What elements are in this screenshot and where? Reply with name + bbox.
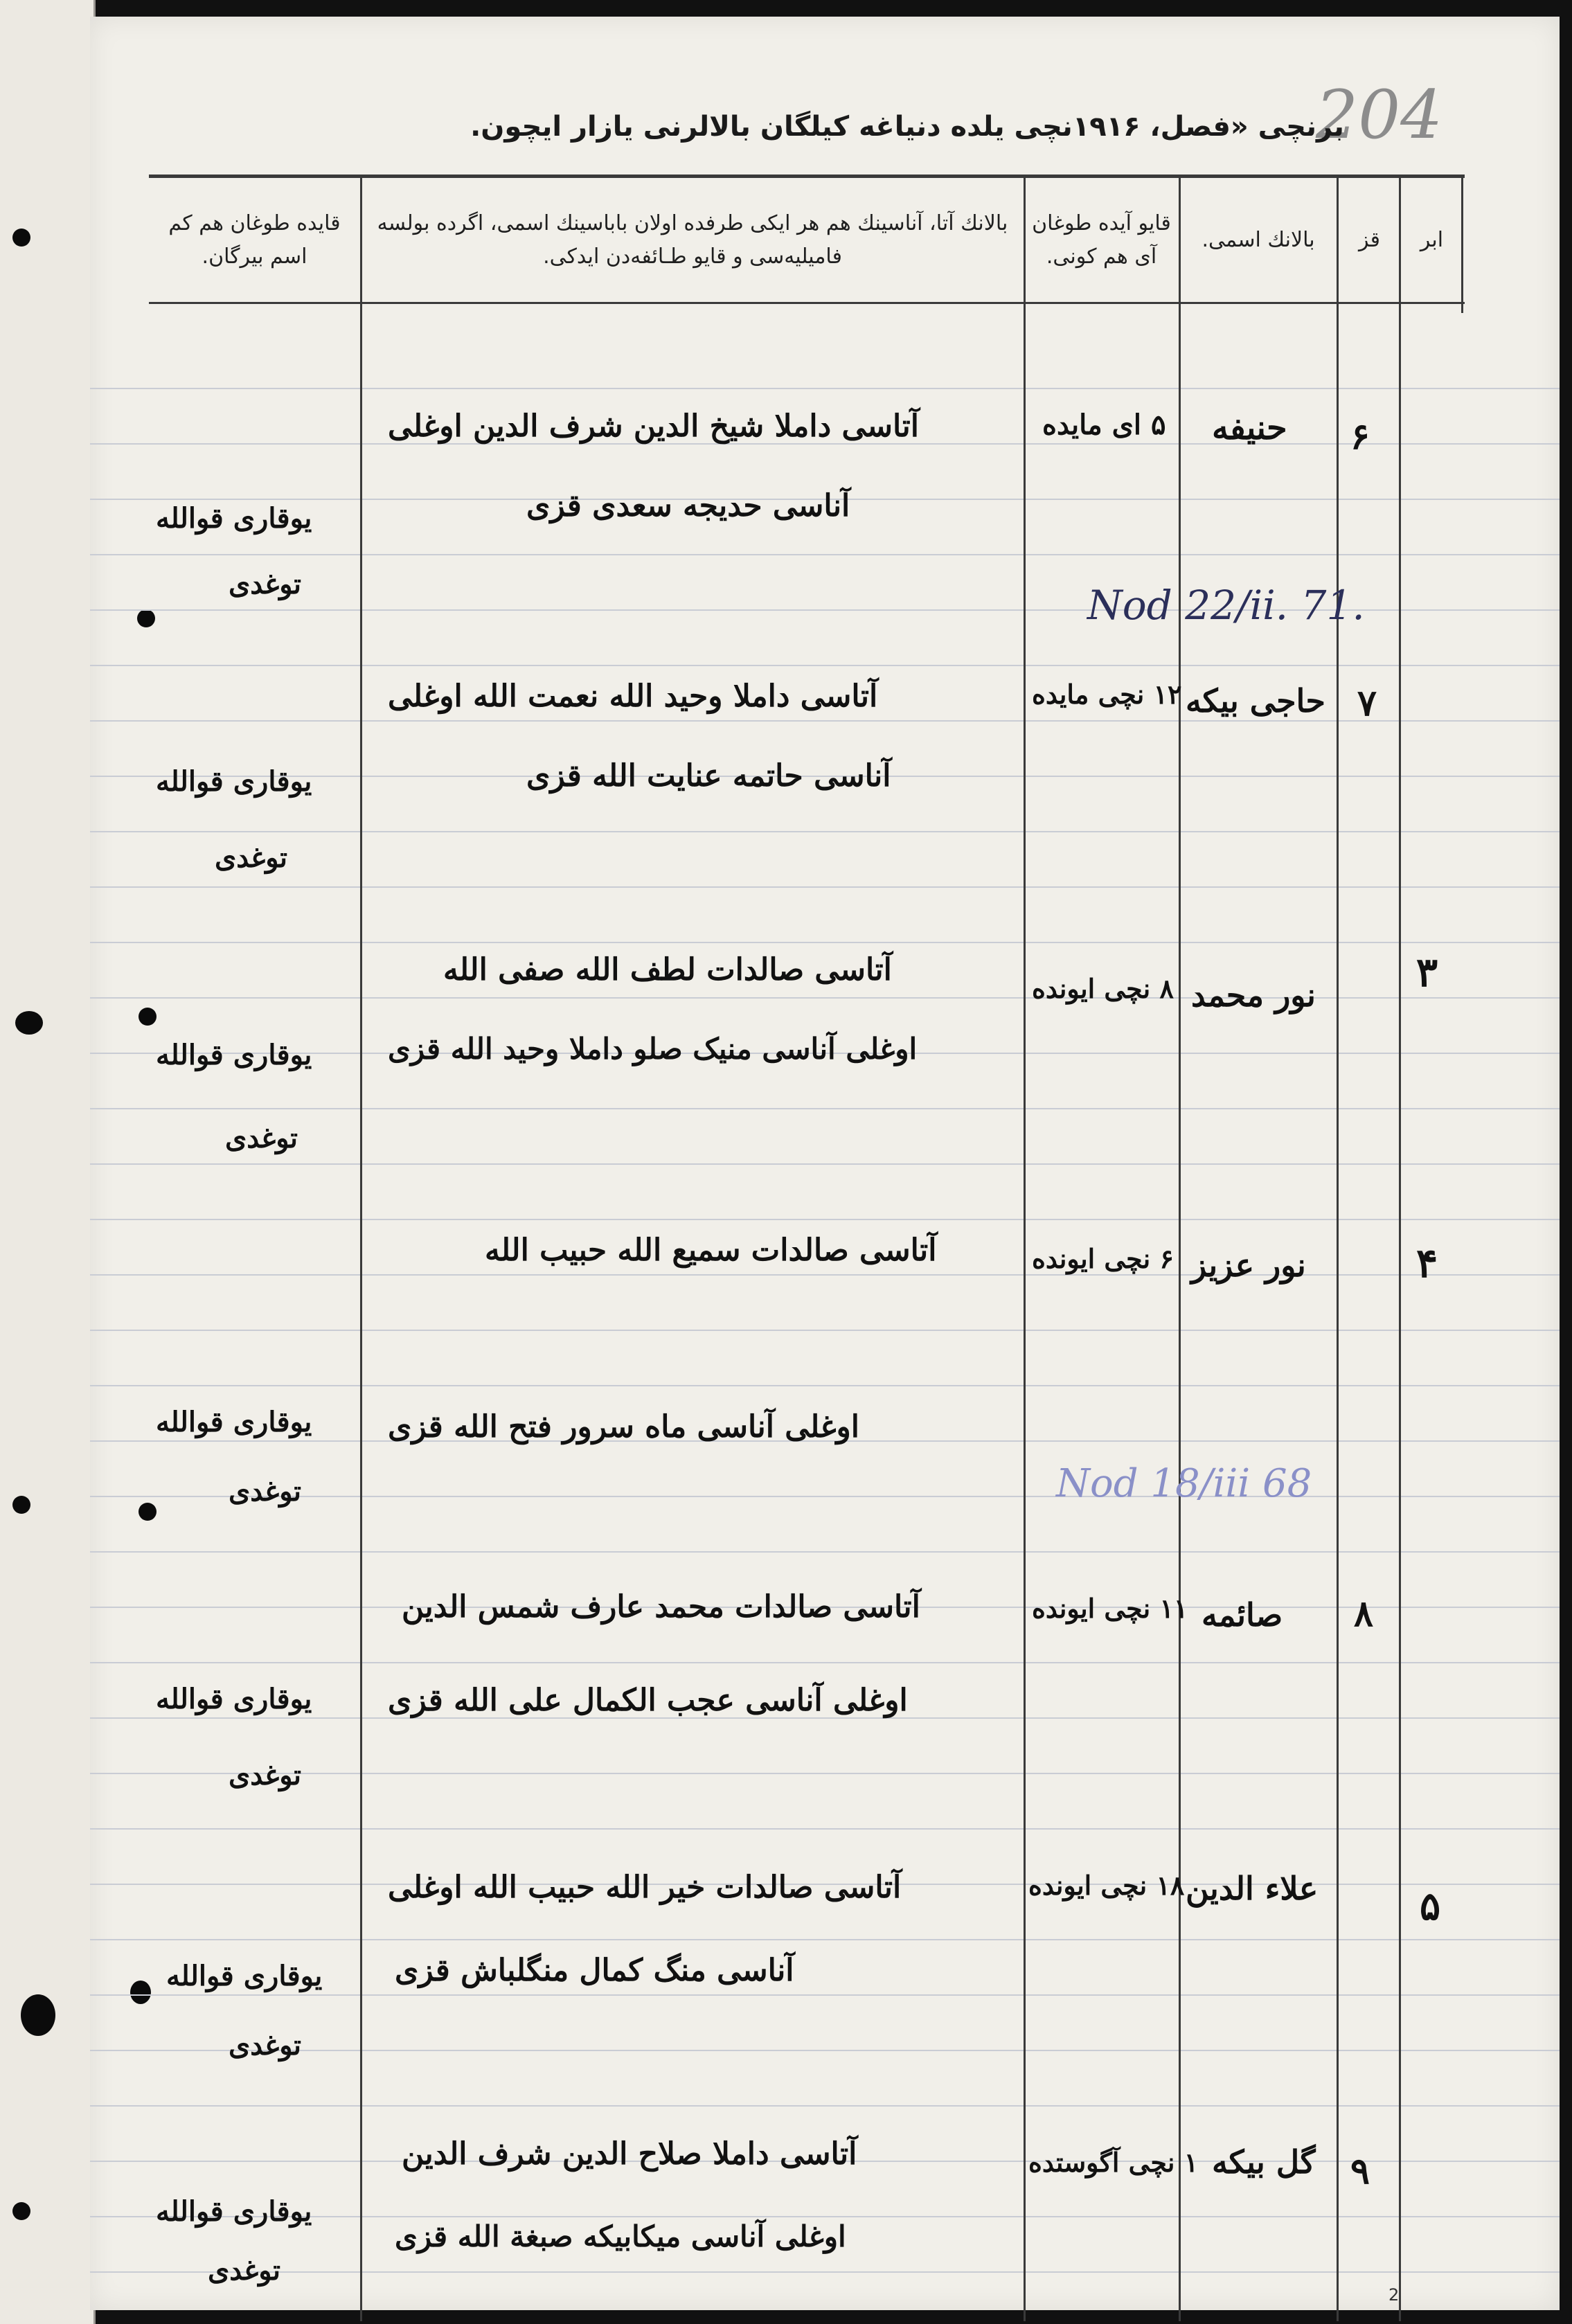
row-6-number: ۵ bbox=[1420, 1884, 1441, 1929]
row-2-place-line2: توغدی bbox=[215, 841, 288, 874]
ruled-line bbox=[90, 1773, 1560, 1774]
binding-hole bbox=[12, 2202, 30, 2220]
previous-page-edge bbox=[0, 0, 96, 2324]
row-7-parents-line2: اوغلی آناسی میکابیکه صبغة الله قزی bbox=[395, 2219, 846, 2253]
ruled-line bbox=[90, 1828, 1560, 1830]
row-1-date: ۵ ای مایده bbox=[1042, 409, 1166, 441]
header-child-name: بالانك اسمی. bbox=[1202, 228, 1315, 252]
ruled-line bbox=[90, 1108, 1560, 1109]
column-rule bbox=[1461, 175, 1463, 313]
row-3-parents-line1: آتاسی صالدات لطف الله صفی الله bbox=[443, 952, 892, 987]
binding-hole bbox=[12, 229, 30, 247]
archive-note: Nod 22/ii. 71. bbox=[1087, 582, 1365, 629]
row-3-parents-line2: اوغلی آناسی منیک صلو داملا وحید الله قزی bbox=[388, 1032, 918, 1066]
row-4-parents-line2: اوغلی آناسی ماه سرور فتح الله قزی bbox=[388, 1409, 859, 1445]
ruled-line bbox=[90, 720, 1560, 722]
binding-hole bbox=[15, 1011, 43, 1035]
archive-note: Nod 18/iii 68 bbox=[1056, 1461, 1312, 1506]
row-1-number: ۶ bbox=[1350, 415, 1370, 458]
row-4-place-line1: یوقاری قوالله bbox=[156, 1406, 312, 1438]
page-number: 204 bbox=[1316, 76, 1443, 154]
column-rule bbox=[1024, 175, 1026, 2321]
row-1-parents-line2: آناسی حدیجه سعدی قزی bbox=[526, 488, 850, 524]
row-5-parents-line1: آتاسی صالدات محمد عارف شمس الدین bbox=[402, 1589, 920, 1625]
table-header-rule bbox=[149, 302, 1465, 304]
column-rule bbox=[360, 175, 362, 2321]
binding-hole bbox=[139, 1008, 157, 1026]
header-place: قایده طوغان هم کم اسم بیرگان. bbox=[168, 211, 341, 269]
ruled-line bbox=[90, 1219, 1560, 1220]
header-boy: ابر bbox=[1420, 228, 1444, 252]
ruled-line bbox=[90, 554, 1560, 555]
binding-hole bbox=[12, 1496, 30, 1514]
row-5-parents-line2: اوغلی آناسی عجب الکمال علی الله قزی bbox=[388, 1683, 908, 1718]
row-6-name: علاء الدین bbox=[1186, 1870, 1319, 1907]
row-2-name: حاجی بیکه bbox=[1186, 682, 1325, 719]
ruled-line bbox=[90, 1274, 1560, 1276]
ruled-line bbox=[90, 886, 1560, 888]
row-1-place-line1: یوقاری قوالله bbox=[156, 502, 312, 535]
row-7-place-line2: توغدی bbox=[208, 2254, 281, 2287]
ruled-line bbox=[90, 2050, 1560, 2051]
row-6-place-line1: یوقاری قوالله bbox=[166, 1960, 323, 1992]
row-3-place-line2: توغدی bbox=[225, 1122, 298, 1154]
ruled-line bbox=[90, 1939, 1560, 1940]
row-6-date: ۱۸ نچی ایونده bbox=[1028, 1870, 1185, 1901]
header-birth-date: قایو آیده طوغان آی هم کونی. bbox=[1032, 211, 1171, 269]
ruled-line bbox=[90, 1330, 1560, 1331]
page-title: برنچی «فصل، ۱۹۱۶نچی یلده دنیاغه کیلگان بالالرنی یازار ایچون. bbox=[470, 111, 1344, 143]
row-2-number: ۷ bbox=[1357, 682, 1377, 724]
row-7-name: گل بیکه bbox=[1212, 2143, 1316, 2181]
table-top-rule bbox=[149, 175, 1465, 178]
row-6-parents-line1: آتاسی صالدات خیر الله حبیب الله اوغلی bbox=[388, 1870, 902, 1905]
header-parents: بالانك آتا، آناسینك هم هر ایکی طرفده اولان باباسینك اسمی، اگرده بولسه فامیلیه‌سی و قایو طـائفه‌دن ایدکی. bbox=[377, 211, 1008, 269]
row-3-number: ۳ bbox=[1416, 949, 1438, 996]
row-3-date: ۸ نچی ایونده bbox=[1032, 973, 1174, 1004]
row-4-place-line2: توغدی bbox=[229, 1475, 302, 1508]
binding-hole bbox=[139, 1503, 157, 1521]
ruled-line bbox=[90, 665, 1560, 666]
row-7-place-line1: یوقاری قوالله bbox=[156, 2195, 312, 2228]
row-4-date: ۶ نچی ایونده bbox=[1032, 1243, 1174, 1274]
row-3-name: نور محمد bbox=[1191, 976, 1316, 1014]
row-4-name: نور عزیز bbox=[1191, 1246, 1306, 1284]
ruled-line bbox=[90, 2271, 1560, 2273]
column-rule bbox=[1399, 175, 1401, 2321]
row-6-place-line2: توغدی bbox=[229, 2029, 302, 2062]
row-1-parents-line1: آتاسی داملا شیخ الدین شرف الدین اوغلی bbox=[388, 409, 919, 444]
ruled-line bbox=[90, 831, 1560, 832]
ruled-line bbox=[90, 1551, 1560, 1553]
header-girl: قز bbox=[1359, 228, 1380, 252]
binding-hole bbox=[21, 1994, 55, 2036]
ruled-line bbox=[90, 1163, 1560, 1165]
row-5-place-line1: یوقاری قوالله bbox=[156, 1683, 312, 1715]
row-2-place-line1: یوقاری قوالله bbox=[156, 765, 312, 798]
column-rule bbox=[1179, 175, 1181, 2321]
row-1-name: حنیفه bbox=[1212, 409, 1287, 447]
row-5-number: ۸ bbox=[1354, 1593, 1373, 1635]
row-3-place-line1: یوقاری قوالله bbox=[156, 1039, 312, 1071]
row-4-number: ۴ bbox=[1416, 1240, 1438, 1287]
row-2-date: ۱۲ نچی مایده bbox=[1032, 679, 1182, 710]
row-2-parents-line2: آناسی حاتمه عنایت الله قزی bbox=[526, 758, 891, 794]
column-rule bbox=[1337, 175, 1339, 2321]
ruled-line bbox=[90, 942, 1560, 943]
ruled-line bbox=[90, 2105, 1560, 2107]
binding-hole bbox=[137, 609, 155, 627]
ruled-line bbox=[90, 1994, 1560, 1996]
ruled-line bbox=[90, 1385, 1560, 1386]
sheet-mark: 2 bbox=[1388, 2285, 1400, 2305]
ruled-line bbox=[90, 997, 1560, 999]
row-7-date: ۱ نچی آگوستده bbox=[1028, 2147, 1199, 2178]
ruled-line bbox=[90, 388, 1560, 389]
row-4-parents-line1: آتاسی صالدات سمیع الله حبیب الله bbox=[485, 1233, 937, 1268]
row-5-place-line2: توغدی bbox=[229, 1759, 302, 1791]
binding-hole bbox=[130, 1981, 151, 2004]
row-2-parents-line1: آتاسی داملا وحید الله نعمت الله اوغلی bbox=[388, 679, 878, 714]
row-6-parents-line2: آناسی منگ کمال منگلباش قزی bbox=[395, 1953, 794, 1988]
ruled-line bbox=[90, 1662, 1560, 1663]
row-5-name: صائمه bbox=[1202, 1596, 1283, 1634]
row-7-number: ۹ bbox=[1350, 2150, 1370, 2192]
row-7-parents-line1: آتاسی داملا صلاح الدین شرف الدین bbox=[402, 2136, 857, 2172]
row-5-date: ۱۱ نچی ایونده bbox=[1032, 1593, 1188, 1624]
ruled-line bbox=[90, 1496, 1560, 1497]
row-1-place-line2: توغدی bbox=[229, 568, 302, 600]
